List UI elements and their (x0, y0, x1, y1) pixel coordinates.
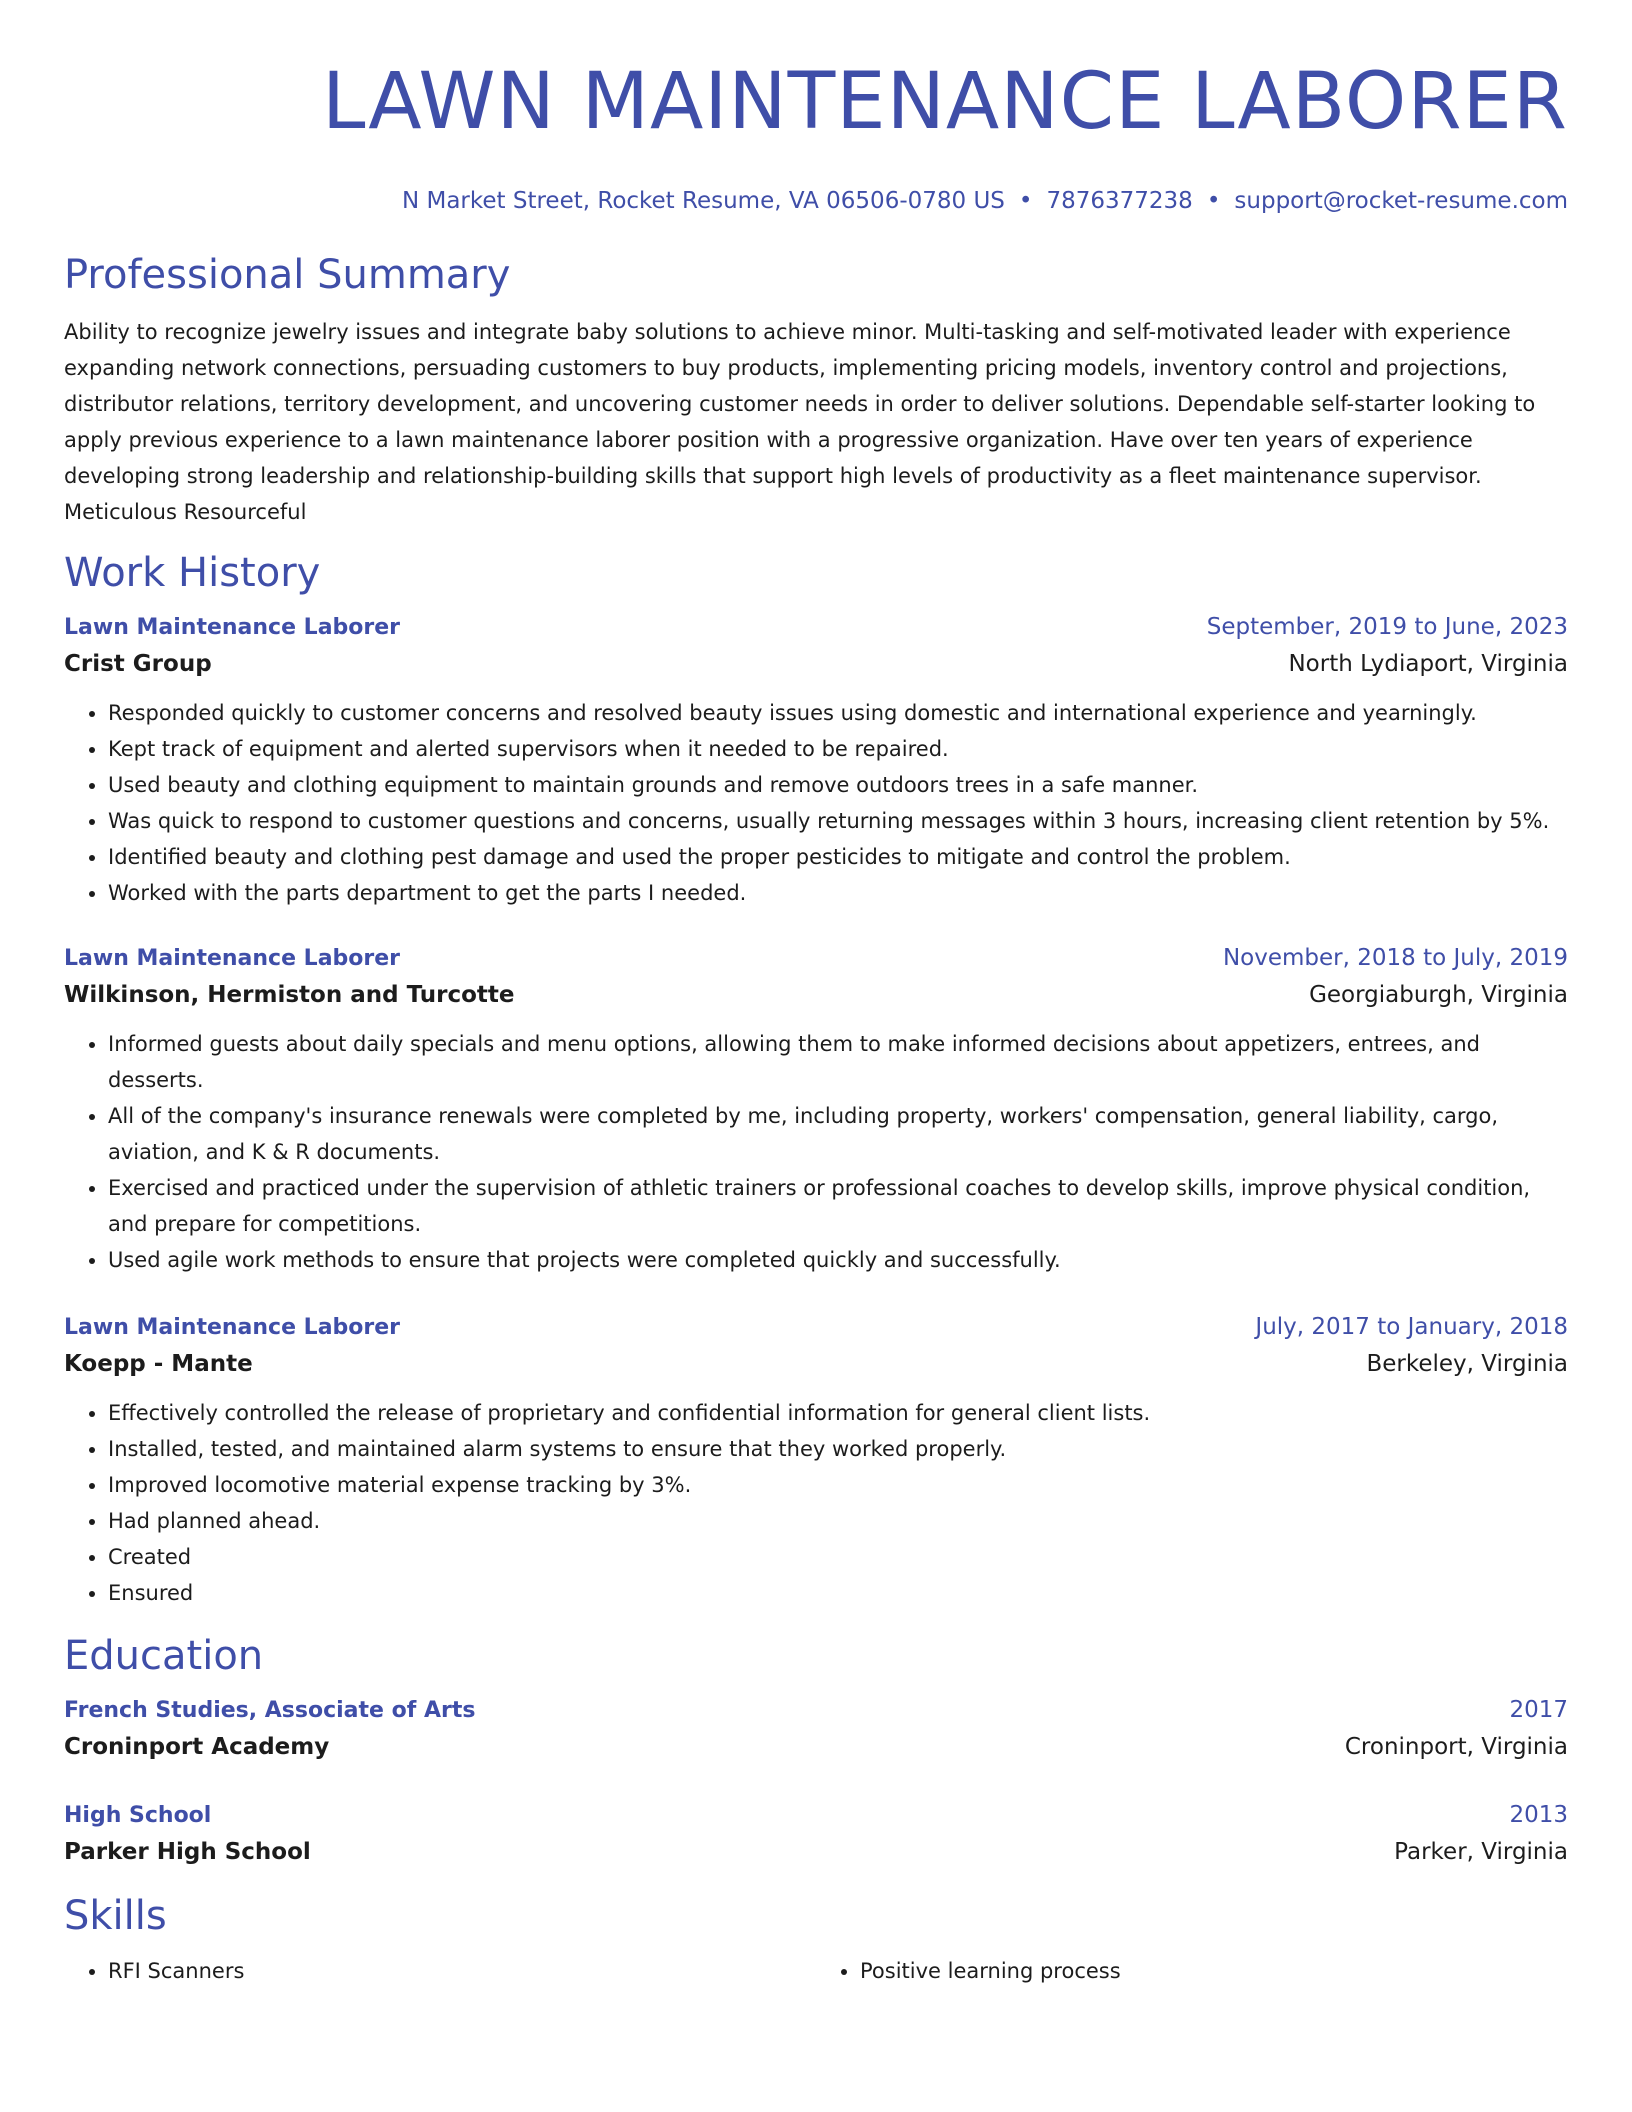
job-bullet: • Was quick to respond to customer questions and concerns, usually returning messages within 3 hours, increasing client retention by 5%. (108, 803, 1568, 839)
job-title: Lawn Maintenance Laborer (64, 946, 401, 971)
job-bullets (64, 1395, 1568, 1611)
job-bullet: • Ensured (108, 1575, 1568, 1611)
summary-text: Ability to recognize jewelry issues and integrate baby solutions to achieve minor. Multi-tasking and self-motivated leader with experience expanding network connections, persuading customers to buy products, implementing pricing models, inventory control and projections, distributor relations, territory development, and uncovering customer needs in order to deliver solutions. Dependable self-starter looking to apply previous experience to a lawn maintenance laborer position with a progressive organization. Have over ten years of experience developing strong leadership and relationship-building skills that support high levels of productivity as a fleet maintenance supervisor. Meticulous Resourceful (64, 320, 1536, 524)
job-entry (64, 941, 1568, 1278)
education-school: Parker High School (64, 1839, 311, 1865)
job-dates: November, 2018 to July, 2019 (1222, 945, 1568, 971)
education-school: Croninport Academy (64, 1734, 330, 1760)
education-entry (64, 1798, 1568, 1871)
job-entry (64, 610, 1568, 911)
job-company: Crist Group (64, 651, 212, 677)
job-location: Georgiaburgh, Virginia (1309, 982, 1568, 1008)
skills-column-right (816, 1953, 1568, 1989)
job-bullet: • Exercised and practiced under the supervision of athletic trainers or professional coaches to develop skills, improve physical condition, and prepare for competitions. (108, 1170, 1568, 1242)
job-bullet: • Identified beauty and clothing pest damage and used the proper pesticides to mitigate and control the problem. (108, 839, 1568, 875)
education-location: Croninport, Virginia (1344, 1734, 1568, 1760)
candidate-name: LAWN MAINTENANCE LABORER (322, 57, 1568, 147)
contact-address: N Market Street, Rocket Resume, VA 06506-0780 US (401, 188, 1005, 214)
education-year: 2013 (1509, 1802, 1568, 1828)
contact-separator: • (1018, 188, 1033, 214)
job-bullet: • All of the company's insurance renewals were completed by me, including property, workers' compensation, general liability, cargo, aviation, and K & R documents. (108, 1098, 1568, 1170)
job-entry (64, 1310, 1568, 1611)
skills-column-left (64, 1953, 816, 1989)
job-location: North Lydiaport, Virginia (1288, 651, 1568, 677)
education-degree: High School (64, 1803, 212, 1828)
education-year: 2017 (1509, 1697, 1568, 1723)
job-location: Berkeley, Virginia (1366, 1351, 1568, 1377)
skill-item: • Positive learning process (860, 1953, 1568, 1989)
job-bullets (64, 695, 1568, 911)
work-history-heading: Work History (64, 550, 321, 596)
job-company: Wilkinson, Hermiston and Turcotte (64, 982, 515, 1008)
education-degree: French Studies, Associate of Arts (64, 1698, 476, 1723)
job-company: Koepp - Mante (64, 1351, 253, 1377)
job-bullet: • Created (108, 1539, 1568, 1575)
job-dates: July, 2017 to January, 2018 (1255, 1314, 1568, 1340)
job-bullet: • Used beauty and clothing equipment to maintain grounds and remove outdoors trees in a safe manner. (108, 767, 1568, 803)
skills-heading: Skills (64, 1893, 167, 1939)
job-title: Lawn Maintenance Laborer (64, 1315, 401, 1340)
education-entry (64, 1693, 1568, 1766)
skills-list (64, 1953, 1568, 1989)
job-bullet: • Effectively controlled the release of proprietary and confidential information for general client lists. (108, 1395, 1568, 1431)
contact-phone: 7876377238 (1046, 188, 1193, 214)
education-heading: Education (64, 1633, 264, 1679)
contact-email: support@rocket-resume.com (1234, 188, 1568, 214)
job-bullet: • Kept track of equipment and alerted supervisors when it needed to be repaired. (108, 731, 1568, 767)
job-bullet: • Used agile work methods to ensure that projects were completed quickly and successfully. (108, 1242, 1568, 1278)
job-bullet: • Worked with the parts department to get the parts I needed. (108, 875, 1568, 911)
job-bullets (64, 1026, 1568, 1278)
job-bullet: • Responded quickly to customer concerns and resolved beauty issues using domestic and international experience and yearningly. (108, 695, 1568, 731)
job-title: Lawn Maintenance Laborer (64, 615, 401, 640)
summary-heading: Professional Summary (64, 252, 511, 298)
education-location: Parker, Virginia (1394, 1839, 1568, 1865)
skill-item: • RFI Scanners (108, 1953, 816, 1989)
job-bullet: • Installed, tested, and maintained alarm systems to ensure that they worked properly. (108, 1431, 1568, 1467)
contact-line (64, 186, 1568, 216)
contact-separator: • (1206, 188, 1221, 214)
job-bullet: • Informed guests about daily specials and menu options, allowing them to make informed decisions about appetizers, entrees, and desserts. (108, 1026, 1568, 1098)
job-bullet: • Improved locomotive material expense tracking by 3%. (108, 1467, 1568, 1503)
job-dates: September, 2019 to June, 2023 (1206, 614, 1568, 640)
job-bullet: • Had planned ahead. (108, 1503, 1568, 1539)
